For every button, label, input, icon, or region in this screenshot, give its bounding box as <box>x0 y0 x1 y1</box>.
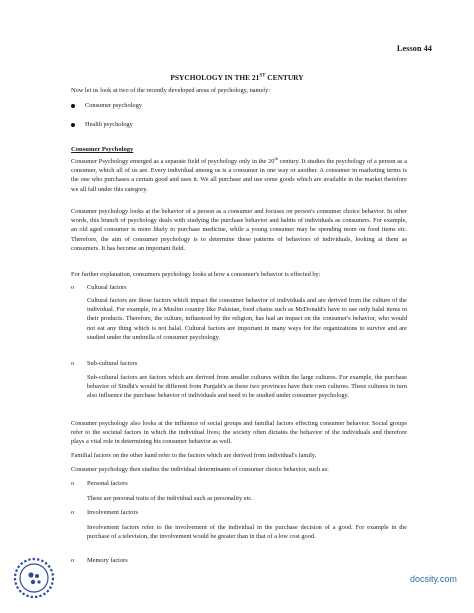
bullet-icon <box>71 123 75 127</box>
title-end: CENTURY <box>265 73 304 82</box>
list-item-memory <box>71 556 128 565</box>
list-item-label: Involvement factors <box>87 509 138 516</box>
paragraph-2: Consumer psychology looks at the behavior of a person as a consumer and focuses on person's consumer choice behavior. In other words, this branch of psychology deals with studying the purchase behavior and habits of individuals as consumers. For example, an old aged consumer is more likely to purchase medicine, while a young consumer may be spending more on food items etc. Therefore, the aim of consumer psychology is to determine these patterns of behaviors of individuals, looking at them as consumers. It has become an important field. <box>71 208 407 252</box>
bullet-item <box>71 120 133 129</box>
paragraph-1-superscript: th <box>274 155 278 161</box>
title-main: PSYCHOLOGY IN THE 21 <box>170 73 260 82</box>
paragraph-1 <box>71 157 407 194</box>
list-item-subcultural <box>71 359 137 368</box>
paragraph-1-start: Consumer Psychology emerged as a separate field of psychology only in the 20 <box>71 158 275 165</box>
circle-bullet-icon: o <box>71 360 75 367</box>
section-heading: Consumer Psychology <box>71 146 134 153</box>
cultural-factors-text: Cultural factors are those factors which impact the consumer behavior of individuals and are derived from the culture of the individual. For example, in a Muslim country like Pakistan, food chains such as McDonald's have to use only halal items in their products. Therefore, the culture, influenced by the religion, has had an impact on the consumer's behavior, who would not eat any thing which is not halal. Cultural factors are important in many ways for the organizations to survive and are studied under the umbrella of consumer psychology. <box>87 297 407 341</box>
list-item-label: Memory factors <box>87 557 128 564</box>
circle-bullet-icon: o <box>71 480 75 487</box>
personal-factors-text: These are personal traits of the individual such as personality etc. <box>87 495 253 502</box>
list-item-involvement <box>71 508 138 517</box>
intro-paragraph: Now let us look at two of the recently developed areas of psychology, namely: <box>71 87 271 94</box>
list-item-label: Personal factors <box>87 480 128 487</box>
docsity-logo-icon <box>12 556 56 600</box>
list-item-label: Sub-cultural factors <box>87 360 138 367</box>
paragraph-3: For further explanation, consumers psychology looks at how a consumer's behavior is effected by: <box>71 271 321 278</box>
bullet-label: Health psychology <box>85 121 133 128</box>
circle-bullet-icon: o <box>71 509 75 516</box>
paragraph-4: Consumer psychology also looks at the influence of social groups and familial factors effecting consumer behavior. Social groups refer to the societal factors in which the individual lives; the society often dictates the behavior of the individuals and therefore plays a vital role in determining his consumer behavior as well. <box>71 420 407 446</box>
list-item-personal <box>71 479 128 488</box>
circle-bullet-icon: o <box>71 557 75 564</box>
list-item-cultural <box>71 283 127 292</box>
list-item-label: Cultural factors <box>87 284 127 291</box>
title-superscript: ST <box>259 73 266 79</box>
paragraph-6: Consumer psychology then studies the individual determinants of consumer choice behavior, such as: <box>71 466 329 473</box>
docsity-link[interactable]: docsity.com <box>410 574 457 584</box>
bullet-icon <box>71 104 75 108</box>
circle-bullet-icon: o <box>71 284 75 291</box>
lesson-number: Lesson 44 <box>396 44 432 53</box>
bullet-item <box>71 101 142 110</box>
involvement-factors-text: Involvement factors refer to the involvement of the individual in the purchase decision of a good. For example in the purchase of a television, the involvement would be greater than in that of a low cost good. <box>87 524 407 541</box>
paragraph-5: Familial factors on the other hand refer to the factors which are derived from individual's family. <box>71 452 317 459</box>
page-title <box>0 73 474 82</box>
subcultural-factors-text: Sub-cultural factors are factors which are derived from smaller cultures within the large cultures. For example, the purchase behavior of Sindhi's would be different from Punjabi's as these two provinces have their own cultures. These cultures in turn also influence the purchase behavior of individuals and need to be studied under consumer psychology. <box>87 374 407 400</box>
paragraph-1-rest: century. It studies the psychology of a person as a consumer, which all of us are. Every individual among us is a consumer in one way or another. A consumer in marketing terms is the one who purchases a certain good and uses it. We all purchase and use some goods which are available in the market therefore we all fall under this category. <box>71 158 407 193</box>
bullet-label: Consumer psychology <box>85 102 142 109</box>
